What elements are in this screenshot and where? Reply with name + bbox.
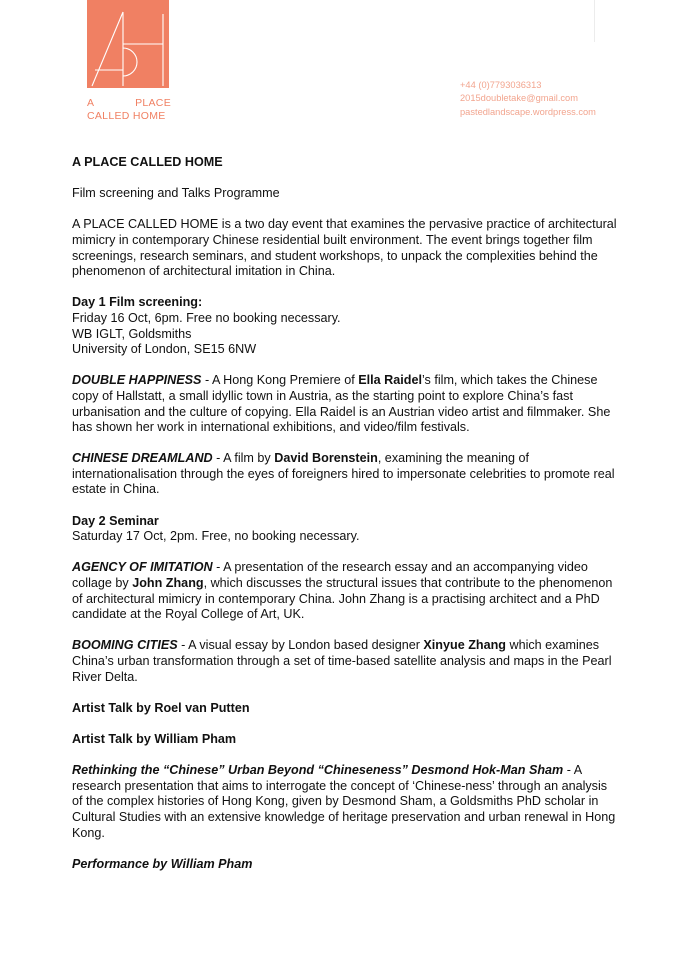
entry-text: - A presentation of the research essay and an accompanying video collage by bbox=[72, 560, 588, 591]
day2-time: Saturday 17 Oct, 2pm. Free, no booking necessary. bbox=[72, 529, 360, 544]
talk-william: Artist Talk by William Pham bbox=[72, 731, 237, 746]
double-happiness-title: DOUBLE HAPPINESS bbox=[72, 373, 202, 388]
booming-entry bbox=[72, 638, 617, 685]
entry-text: , which discusses the structural issues that contribute to the phenomenon of architectural mimicry in contemporary China. John Zhang is a practising architect and a PhD candidate at the Royal College of Art, UK. bbox=[72, 576, 613, 622]
rethinking-entry bbox=[72, 763, 617, 841]
document-body bbox=[72, 155, 617, 888]
person-name: David Borenstein bbox=[274, 451, 378, 466]
person-name: John Zhang bbox=[132, 576, 204, 591]
entry-text: - A film by bbox=[212, 451, 275, 466]
contact-block bbox=[460, 79, 596, 119]
logo-wordmark bbox=[87, 97, 171, 122]
day1-venue: WB IGLT, Goldsmiths bbox=[72, 326, 192, 341]
day2-section bbox=[72, 514, 617, 545]
person-name: Ella Raidel bbox=[358, 373, 422, 388]
logo-word-called-home: CALLED HOME bbox=[87, 109, 166, 122]
day2-heading: Day 2 Seminar bbox=[72, 513, 159, 528]
intro-paragraph: A PLACE CALLED HOME is a two day event that examines the pervasive practice of architectural mimicry in contemporary Chinese residential built environment. The event brings together film screenings, research seminars, and student workshops, to unpack the complexities behind the phenomenon of architectural imitation in China. bbox=[72, 217, 617, 279]
entry-text: - A research presentation that aims to interrogate the concept of ‘Chinese-ness’ through an analysis of the complex histories of Hong Kong, given by Desmond Sham, a Goldsmiths PhD scholar in Cultural Studies with an extensive knowledge of heritage preservation and urban renewal in Hong Kong. bbox=[72, 763, 616, 840]
document-subtitle: Film screening and Talks Programme bbox=[72, 186, 280, 201]
entry-text: - A Hong Kong Premiere of bbox=[201, 373, 359, 388]
booming-title: BOOMING CITIES bbox=[72, 638, 178, 653]
contact-website[interactable]: pastedlandscape.wordpress.com bbox=[460, 106, 596, 117]
entry-text: - A visual essay by London based designer bbox=[177, 638, 424, 653]
entry-text: , examining the meaning of internationalisation through the eyes of foreigners hired to impersonate celebrities to promote real estate in China. bbox=[72, 451, 615, 497]
day1-section bbox=[72, 295, 617, 357]
person-name: Xinyue Zhang bbox=[423, 638, 506, 653]
entry-text: ’s film, which takes the Chinese copy of Hallstatt, a small idyllic town in Austria, as the starting point to explore China’s fast urbanisation and the culture of copying. Ella Raidel is an Austrian video artist and filmmaker. She has shown her work in international exhibitions, and video/film festivals. bbox=[72, 373, 611, 435]
agency-entry bbox=[72, 560, 617, 622]
agency-title: AGENCY OF IMITATION bbox=[72, 560, 213, 575]
day1-address: University of London, SE15 6NW bbox=[72, 342, 257, 357]
day1-time: Friday 16 Oct, 6pm. Free no booking necessary. bbox=[72, 310, 341, 325]
day1-heading: Day 1 Film screening: bbox=[72, 295, 203, 310]
contact-email[interactable]: 2015doubletake@gmail.com bbox=[460, 93, 578, 104]
document-title: A PLACE CALLED HOME bbox=[72, 155, 223, 169]
chinese-dreamland-title: CHINESE DREAMLAND bbox=[72, 451, 213, 466]
performance-william: Performance by William Pham bbox=[72, 856, 253, 871]
rethinking-title: Rethinking the “Chinese” Urban Beyond “Chineseness” Desmond Hok-Man Sham bbox=[72, 763, 564, 778]
logo-word-place: PLACE bbox=[135, 97, 171, 109]
ah-monogram-icon bbox=[87, 0, 169, 88]
contact-phone: +44 (0)7793036313 bbox=[460, 80, 542, 90]
header-divider bbox=[594, 0, 595, 42]
chinese-dreamland-entry bbox=[72, 451, 617, 498]
logo-word-a: A bbox=[87, 97, 95, 109]
entry-text: which examines China’s urban transformation through a set of time-based satellite analysis and maps in the Pearl River Delta. bbox=[72, 638, 612, 684]
talk-roel: Artist Talk by Roel van Putten bbox=[72, 700, 250, 715]
logo-mark bbox=[87, 0, 169, 88]
double-happiness-entry bbox=[72, 373, 617, 435]
